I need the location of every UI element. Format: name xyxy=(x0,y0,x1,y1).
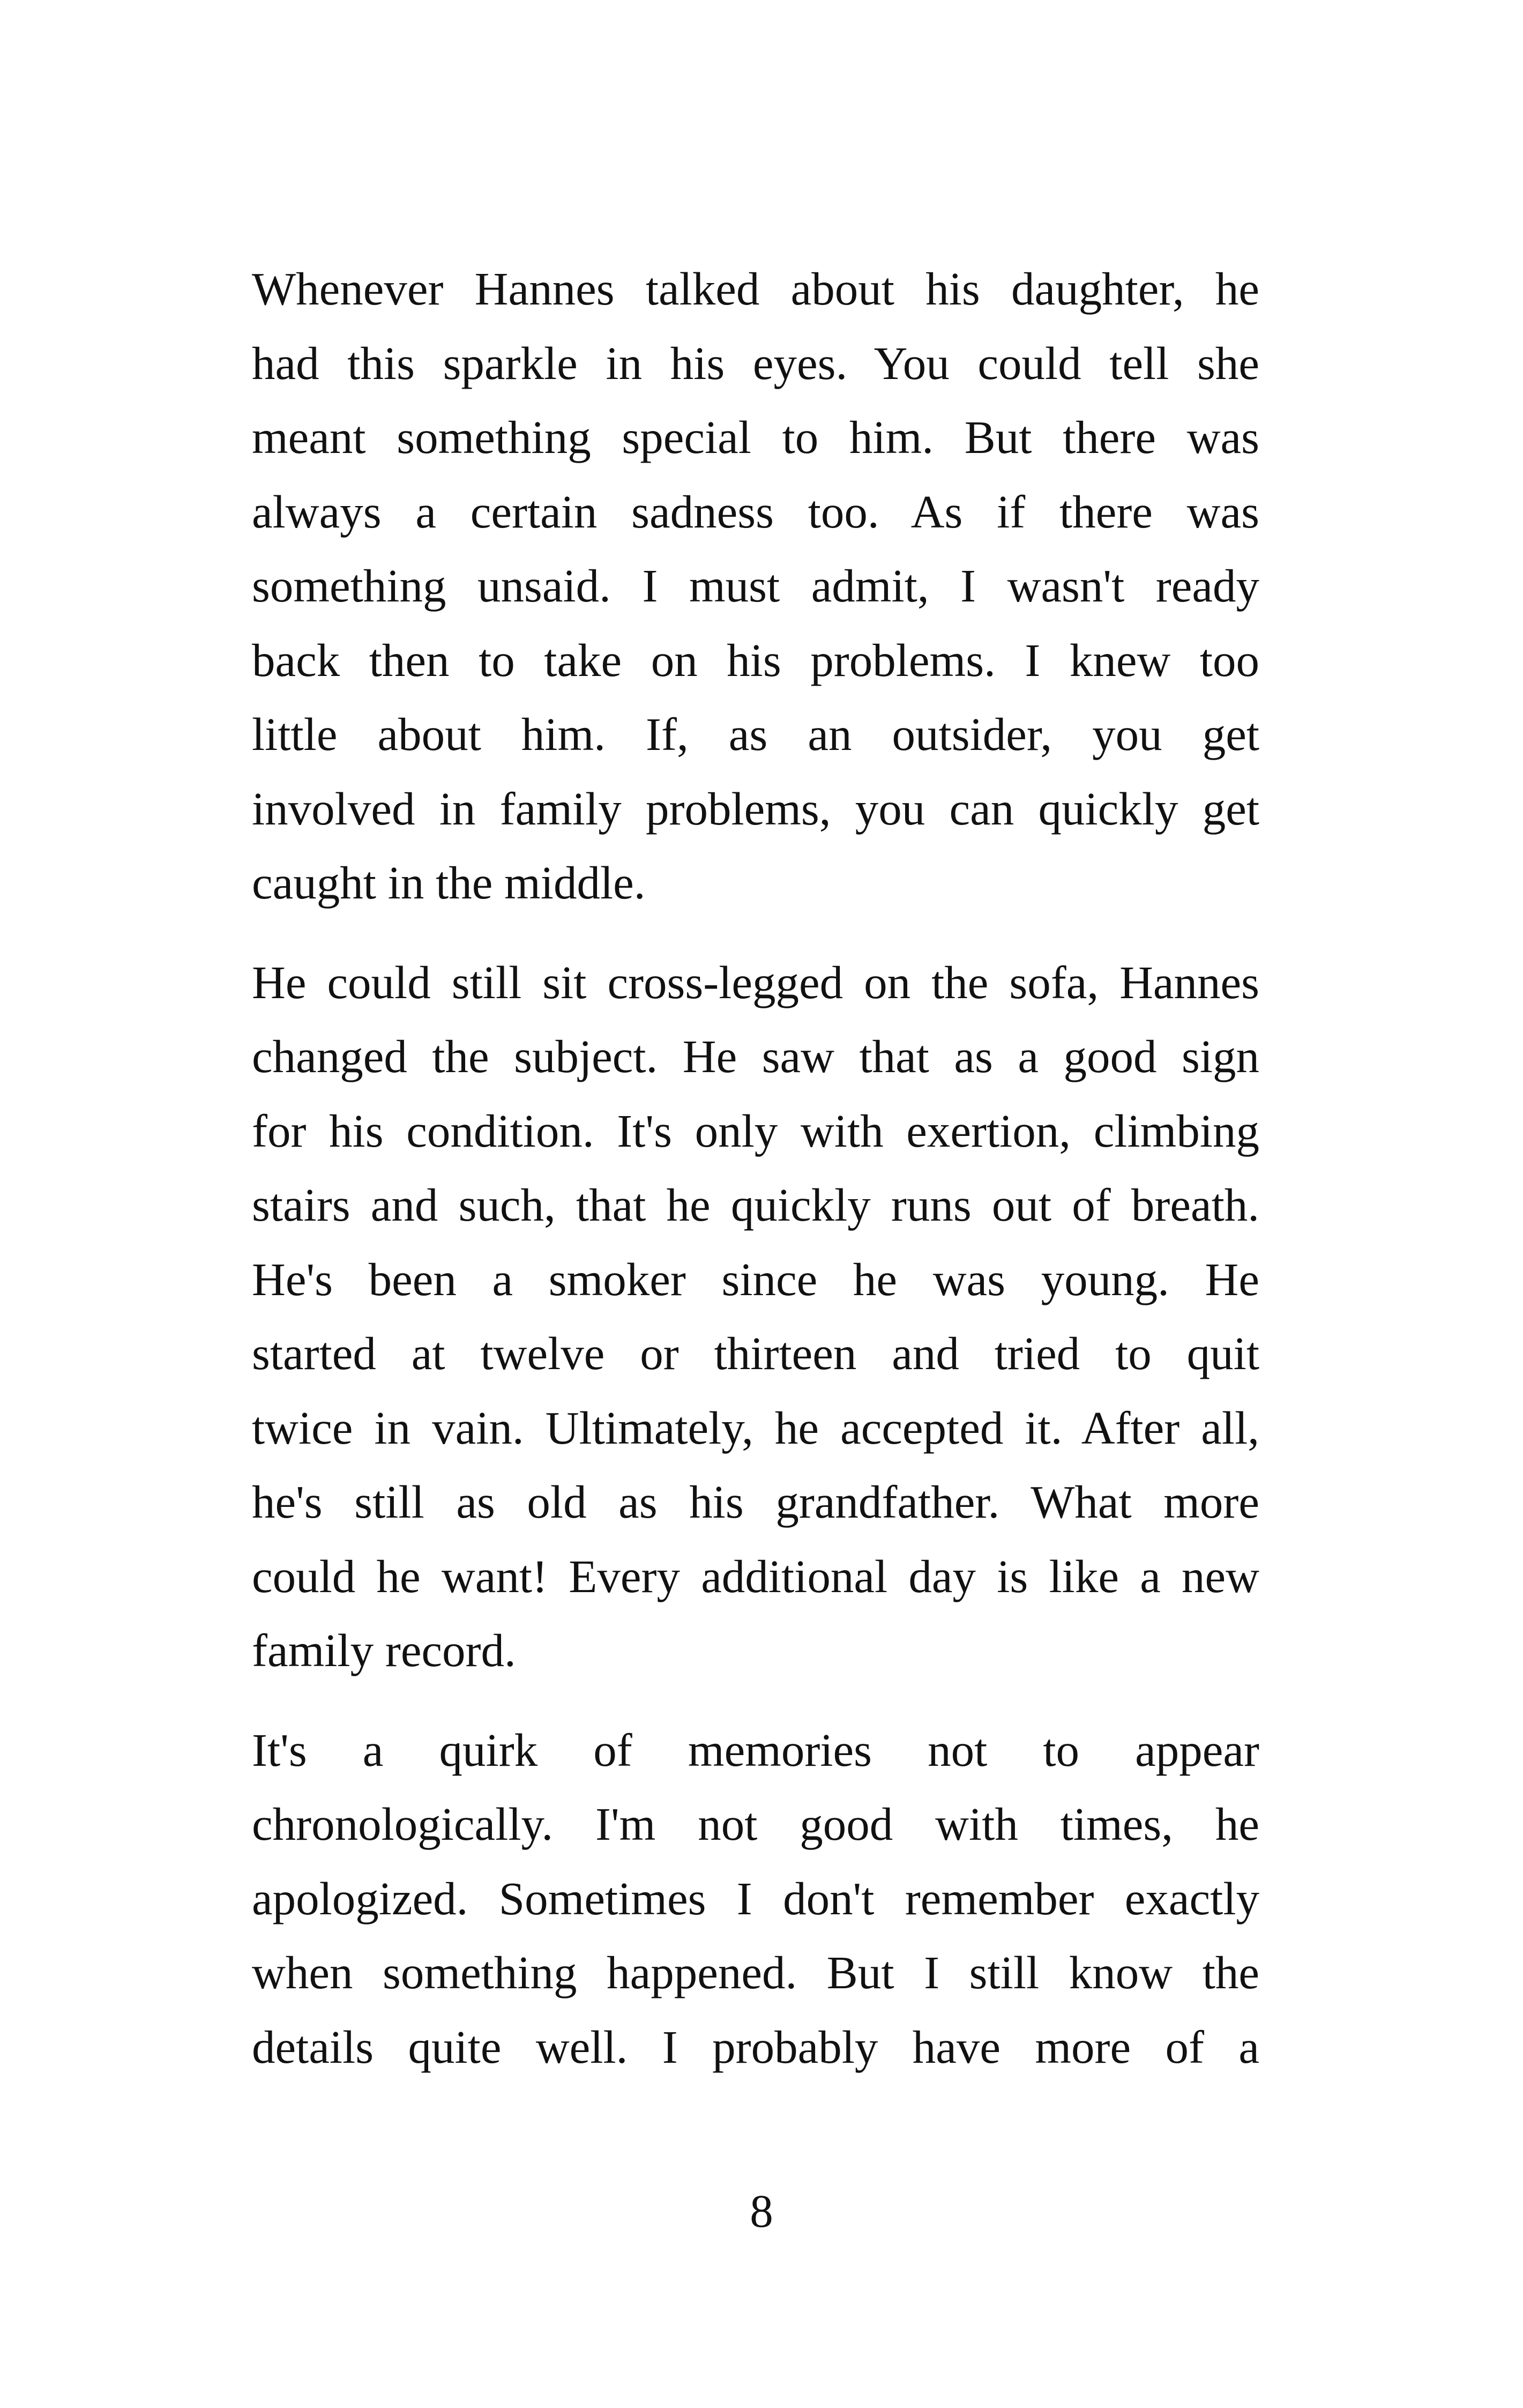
text-line: for his condition. It's only with exertion, climbing xyxy=(252,1104,1259,1157)
text-line: changed the subject. He saw that as a good sign xyxy=(252,1030,1259,1082)
text-line: He could still sit cross-legged on the sofa, Hannes xyxy=(252,956,1259,1008)
page-number: 8 xyxy=(750,2185,773,2237)
text-line: chronologically. I'm not good with times, he xyxy=(252,1798,1259,1850)
text-line: stairs and such, that he quickly runs out of breath. xyxy=(252,1179,1259,1231)
text-line: something unsaid. I must admit, I wasn't ready xyxy=(252,560,1259,612)
text-line: twice in vain. Ultimately, he accepted it. After all, xyxy=(252,1401,1259,1454)
text-line: when something happened. But I still know the xyxy=(252,1946,1259,1998)
text-line: It's a quirk of memories not to appear xyxy=(252,1723,1259,1776)
text-line: started at twelve or thirteen and tried to quit xyxy=(252,1327,1259,1379)
paragraph-spacer xyxy=(252,1688,1259,1713)
paragraph xyxy=(252,1713,1259,2085)
text-line: always a certain sadness too. As if there was xyxy=(252,485,1259,538)
text-line: involved in family problems, you can quickly get xyxy=(252,782,1259,835)
text-line: meant something special to him. But there was xyxy=(252,411,1259,463)
paragraph xyxy=(252,946,1259,1688)
text-line: details quite well. I probably have more of a xyxy=(252,2020,1259,2073)
text-line: could he want! Every additional day is like a new xyxy=(252,1550,1259,1602)
text-line: back then to take on his problems. I knew too xyxy=(252,634,1259,686)
paragraph xyxy=(252,252,1259,920)
text-line: Whenever Hannes talked about his daughter, he xyxy=(252,263,1259,315)
text-line: he's still as old as his grandfather. What more xyxy=(252,1476,1259,1528)
text-line: little about him. If, as an outsider, you get xyxy=(252,708,1259,760)
text-line: had this sparkle in his eyes. You could tell she xyxy=(252,337,1259,389)
text-line: caught in the middle. xyxy=(252,857,646,909)
body-text xyxy=(252,252,1259,2084)
paragraph-spacer xyxy=(252,920,1259,946)
text-line: apologized. Sometimes I don't remember exactly xyxy=(252,1872,1259,1924)
text-line: family record. xyxy=(252,1624,516,1676)
text-line: He's been a smoker since he was young. He xyxy=(252,1253,1259,1305)
